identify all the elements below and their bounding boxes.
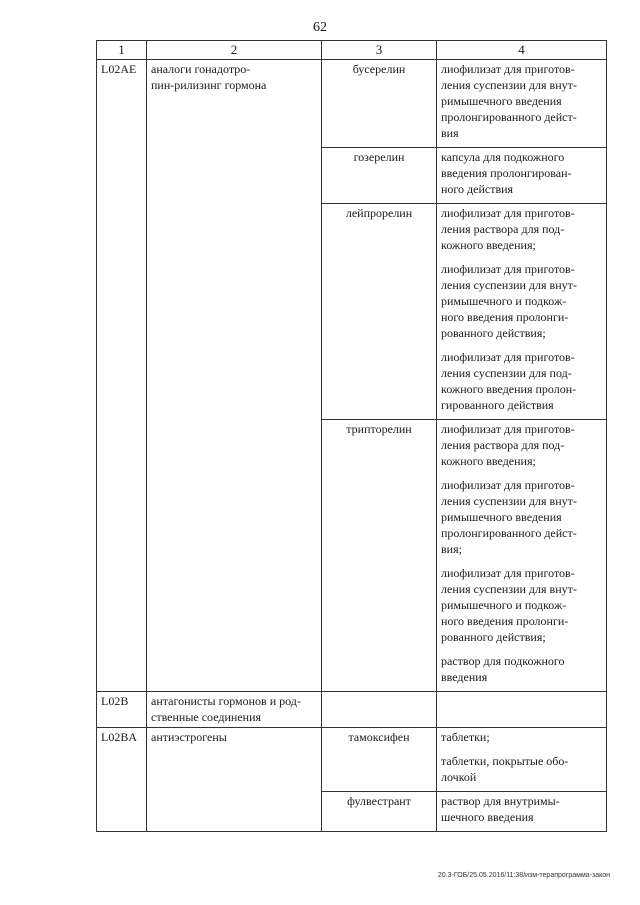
group-name-cell: аналоги гонадотро- пин-рилизинг гормона [147,60,322,692]
atc-code-cell: L02BA [97,728,147,832]
dosage-forms-cell [437,728,607,792]
dosage-form: лиофилизат для приготов- ления суспензии для внут- римышечного и подкож- ного введения пролонги- рованного действия; [441,262,577,340]
table-header-row [97,41,607,60]
dosage-forms-cell [437,420,607,692]
atc-code-cell: L02AE [97,60,147,692]
dosage-form: лиофилизат для приготов- ления суспензии для внут- римышечного введения пролонгированного дейст- вия [441,62,577,140]
dosage-form: капсула для подкожного введения пролонгирован- ного действия [441,150,572,196]
group-name-cell: антиэстрогены [147,728,322,832]
atc-code-cell: L02B [97,692,147,728]
drug-name-cell: тамоксифен [322,728,437,792]
drug-name-cell: трипторелин [322,420,437,692]
dosage-forms-cell [437,60,607,148]
drug-name-cell: фулвестрант [322,792,437,832]
dosage-form: раствор для подкожного введения [441,654,565,684]
column-header: 3 [322,41,437,60]
dosage-form: лиофилизат для приготов- ления раствора для под- кожного введения; [441,422,575,468]
table-row [97,692,607,728]
dosage-forms-cell [437,148,607,204]
column-header: 2 [147,41,322,60]
drug-name-cell: лейпрорелин [322,204,437,420]
table-body [97,60,607,832]
dosage-forms-cell [437,792,607,832]
dosage-form: таблетки; [441,730,490,744]
dosage-form: лиофилизат для приготов- ления суспензии для под- кожного введения пролон- гированного действия [441,350,577,412]
footer-stamp: 20.3-ГОБ/25.05.2016/11:38/изм-терапрограмма-закон [437,872,610,879]
drug-name-cell: бусерелин [322,60,437,148]
dosage-forms-cell [437,692,607,728]
drug-table [96,40,607,832]
drug-name-cell [322,692,437,728]
column-header: 4 [437,41,607,60]
dosage-form: таблетки, покрытые обо- лочкой [441,754,569,784]
dosage-form: лиофилизат для приготов- ления суспензии для внут- римышечного введения пролонгированного дейст- вия; [441,478,577,556]
dosage-form: лиофилизат для приготов- ления раствора для под- кожного введения; [441,206,575,252]
group-name-cell: антагонисты гормонов и род- ственные соединения [147,692,322,728]
dosage-forms-cell [437,204,607,420]
column-header: 1 [97,41,147,60]
dosage-form: лиофилизат для приготов- ления суспензии для внут- римышечного и подкож- ного введения пролонги- рованного действия; [441,566,577,644]
table-row [97,60,607,148]
drug-name-cell: гозерелин [322,148,437,204]
table-row [97,728,607,792]
page-number: 62 [313,20,327,35]
dosage-form: раствор для внутримы- шечного введения [441,794,560,824]
